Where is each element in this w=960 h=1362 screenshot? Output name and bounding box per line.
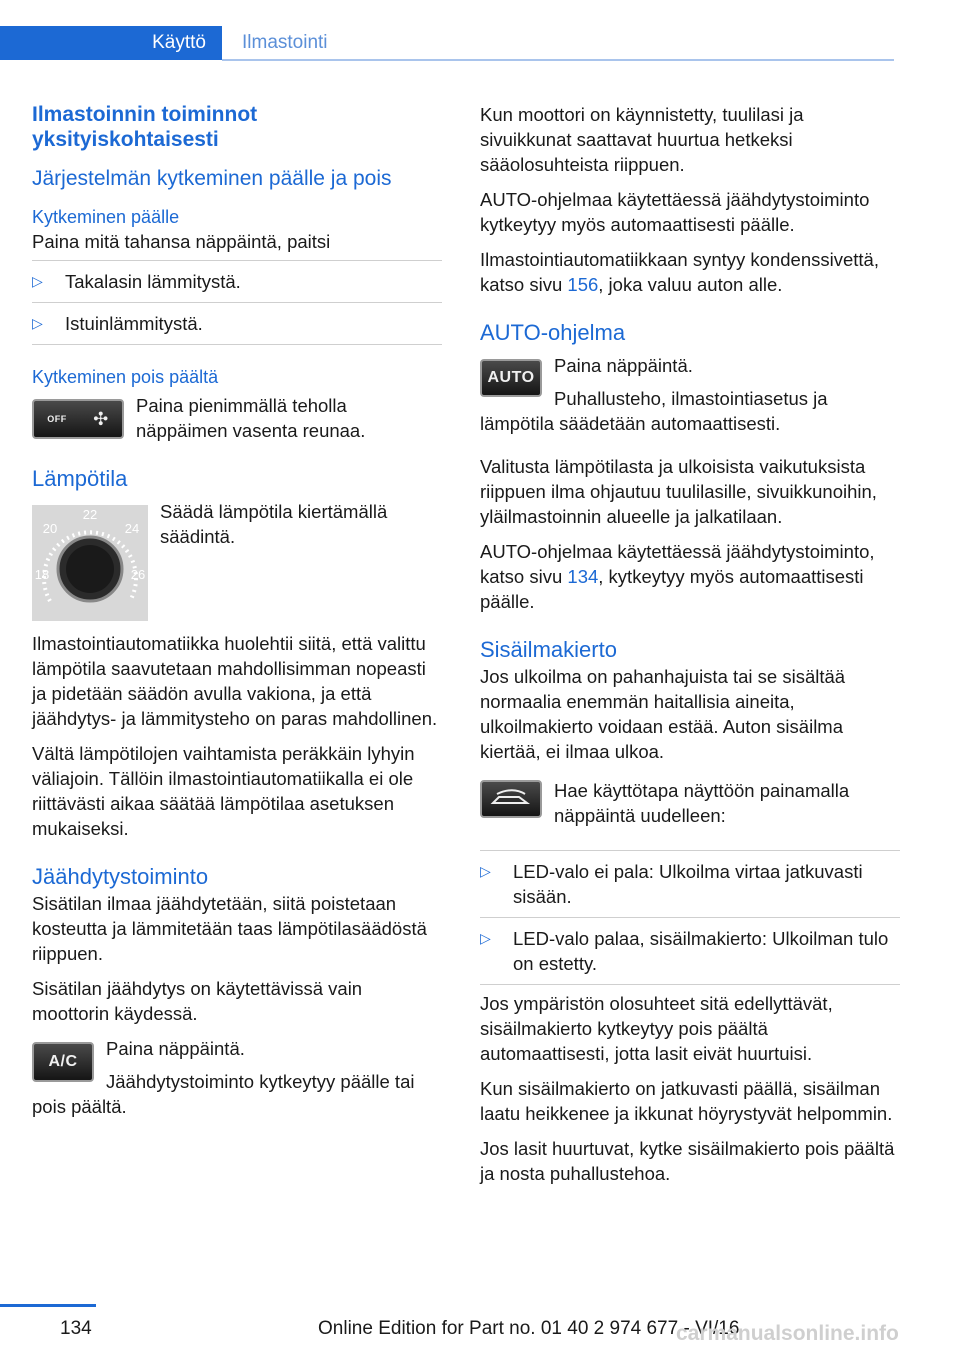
bullet-list xyxy=(32,260,442,345)
paragraph: Sisätilan ilmaa jäähdytetään, siitä poistetaan kosteutta ja lämmitetään taas lämpötilasäädöstä riippuen. xyxy=(32,893,427,964)
paragraph: Jos ulkoilma on pahanhajuista tai se sisältää normaalia enemmän haitallisia aineita, ulkoilmakierto voidaan estää. Auton sisäilma kiertää, ei ilmaa ulkoa. xyxy=(480,666,846,762)
fan-icon: ✣ xyxy=(93,408,109,429)
edition-text: Online Edition for Part no. 01 40 2 974 677 - VI/16 xyxy=(318,1318,740,1339)
bullet-list xyxy=(480,850,900,985)
left-column xyxy=(32,102,442,1129)
paragraph: Vältä lämpötilojen vaihtamista peräkkäin lyhyin väliajoin. Tällöin ilmastointiautomatiikalla ei ole riittävästi aikaa säätää lämpötilaa asetuksen mukaiseksi. xyxy=(32,743,415,839)
triangle-bullet-icon: ▷ xyxy=(32,315,43,331)
page-title: Ilmastoinnin toiminnot yksityiskohtaisesti xyxy=(32,103,258,151)
page-link-156[interactable]: 156 xyxy=(567,274,599,295)
section-heading-recirculation: Sisäilmakierto xyxy=(480,637,617,662)
paragraph: Jäähdytystoiminto kytkeytyy päälle tai pois päältä. xyxy=(32,1071,415,1117)
paragraph: Kun moottori on käynnistetty, tuulilasi ja sivuikkunat saattavat huurtua hetkeksi sääolosuhteista riippuen. xyxy=(480,104,804,175)
paragraph: AUTO-ohjelmaa käytettäessä jäähdytystoiminto, katso sivu 134, kytkeytyy myös automaattisesti päälle. xyxy=(480,541,875,612)
section-heading-cooling: Jäähdytystoiminto xyxy=(32,864,209,889)
header-divider xyxy=(222,59,894,61)
ac-button-image: A/C xyxy=(32,1042,94,1082)
knob-label: 26 xyxy=(130,567,146,582)
tab-ilmastointi[interactable]: Ilmastointi xyxy=(242,32,328,53)
triangle-bullet-icon: ▷ xyxy=(32,273,43,289)
list-item: ▷ Istuinlämmitystä. xyxy=(32,302,442,344)
paragraph: AUTO-ohjelmaa käytettäessä jäähdytystoiminto kytkeytyy myös automaattisesti päälle. xyxy=(480,189,870,235)
paragraph: Ilmastointiautomatiikka huolehtii siitä, että valittu lämpötila saavutetaan mahdollisimman nopeasti ja pidetään säädön avulla vakiona, ja että jäähdytys- ja lämmitysteho on paras mahdollinen. xyxy=(32,633,438,729)
subheading-off: Kytkeminen pois päältä xyxy=(32,367,219,387)
paragraph: Puhallusteho, ilmastointiasetus ja lämpötila säädetään automaattisesti. xyxy=(480,388,828,434)
paragraph: Kun sisäilmakierto on jatkuvasti päällä, sisäilman laatu heikkenee ja ikkunat höyrystyvät helpommin. xyxy=(480,1078,893,1124)
car-recirculation-icon xyxy=(489,789,533,809)
paragraph: Paina pienimmällä teholla näppäimen vasenta reunaa. xyxy=(136,395,366,441)
list-item: ▷ LED-valo palaa, sisäilmakierto: Ulkoilman tulo on estetty. xyxy=(480,917,900,984)
auto-button-image: AUTO xyxy=(480,359,542,397)
paragraph: Paina mitä tahansa näppäintä, paitsi xyxy=(32,231,331,252)
section-heading-auto: AUTO-ohjelma xyxy=(480,320,626,345)
paragraph: Sisätilan jäähdytys on käytettävissä vain moottorin käydessä. xyxy=(32,978,363,1024)
tab-kaytto[interactable]: Käyttö xyxy=(0,26,222,60)
page-number: 134 xyxy=(60,1318,92,1339)
right-column xyxy=(480,102,900,1196)
knob-label: 22 xyxy=(82,507,98,522)
triangle-bullet-icon: ▷ xyxy=(480,930,491,946)
page-link-134[interactable]: 134 xyxy=(567,566,599,587)
paragraph: Säädä lämpötila kiertämällä säädintä. xyxy=(160,501,388,547)
section-heading-temperature: Lämpötila xyxy=(32,466,128,491)
triangle-bullet-icon: ▷ xyxy=(480,863,491,879)
temperature-knob-image xyxy=(32,505,148,621)
paragraph: Jos lasit huurtuvat, kytke sisäilmakierto pois päältä ja nosta puhallustehoa. xyxy=(480,1138,895,1184)
paragraph: Valitusta lämpötilasta ja ulkoisista vaikutuksista riippuen ilma ohjautuu tuulilasille, sivuikkunoihin, yläilmastoinnin alueelle ja jalkatilaan. xyxy=(480,456,877,527)
list-item: ▷ Takalasin lämmitystä. xyxy=(32,260,442,302)
subheading-on: Kytkeminen päälle xyxy=(32,207,180,227)
header-tabs xyxy=(0,0,960,62)
knob-label: 18 xyxy=(34,567,50,582)
knob-label: 20 xyxy=(42,521,58,536)
list-item: ▷ LED-valo ei pala: Ulkoilma virtaa jatkuvasti sisään. xyxy=(480,850,900,917)
recirculation-button-image xyxy=(480,780,542,818)
knob-label: 24 xyxy=(124,521,140,536)
watermark: carmanualsonline.info xyxy=(676,1322,899,1345)
paragraph: Ilmastointiautomatiikkaan syntyy kondenssivettä, katso sivu 156, joka valuu auton alle. xyxy=(480,249,879,295)
paragraph: Jos ympäristön olosuhteet sitä edellyttävät, sisäilmakierto kytkeytyy pois päältä automaattisesti, jotta lasit eivät huurtuisi. xyxy=(480,993,833,1064)
off-fan-button-image: OFF ✣ xyxy=(32,399,124,439)
paragraph: Paina näppäintä. xyxy=(554,355,693,376)
footer-line xyxy=(0,1304,96,1307)
paragraph: Paina näppäintä. xyxy=(106,1038,245,1059)
section-heading-onoff: Järjestelmän kytkeminen päälle ja pois xyxy=(32,167,392,190)
paragraph: Hae käyttötapa näyttöön painamalla näppäintä uudelleen: xyxy=(554,780,850,826)
